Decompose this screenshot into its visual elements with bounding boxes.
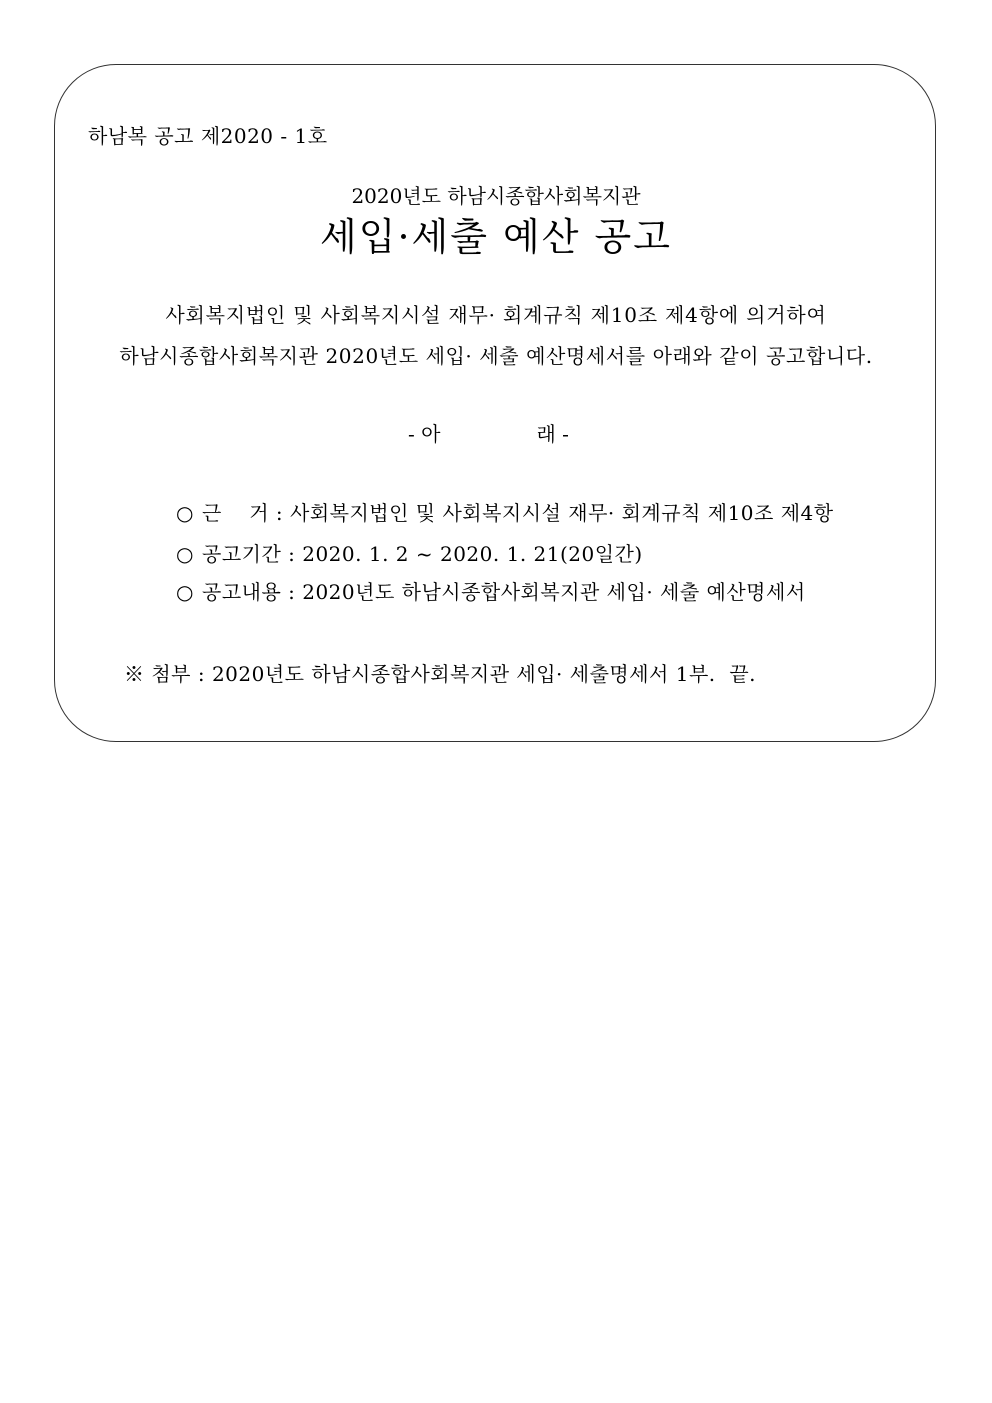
list-item-content [176,582,806,602]
below-heading-left: - 아 [408,422,441,446]
bullet-icon: ○ [176,501,194,525]
org-year-heading: 2020년도 하남시종합사회복지관 [351,184,641,208]
notice-box [54,64,936,742]
attachment-note: ※ 첨부 : 2020년도 하남시종합사회복지관 세입· 세출명세서 1부. 끝. [124,662,757,686]
intro-line-1: 사회복지법인 및 사회복지시설 재무· 회계규칙 제10조 제4항에 의거하여 [165,303,827,327]
list-item-text: 공고내용 : 2020년도 하남시종합사회복지관 세입· 세출 예산명세서 [202,580,806,604]
intro-line-2: 하남시종합사회복지관 2020년도 세입· 세출 예산명세서를 아래와 같이 공고합니다. [119,344,873,368]
list-item-text: 근 거 : 사회복지법인 및 사회복지시설 재무· 회계규칙 제10조 제4항 [202,501,834,525]
doc-number: 하남복 공고 제2020 - 1호 [88,124,328,148]
bullet-icon: ○ [176,580,194,604]
below-heading-right: 래 - [536,422,569,446]
bullet-icon: ○ [176,542,194,566]
page-title: 세입·세출 예산 공고 [320,215,672,259]
list-item-basis [176,503,834,523]
below-heading [408,424,569,444]
list-item-period [176,544,643,564]
list-item-text: 공고기간 : 2020. 1. 2 ~ 2020. 1. 21(20일간) [202,542,643,566]
